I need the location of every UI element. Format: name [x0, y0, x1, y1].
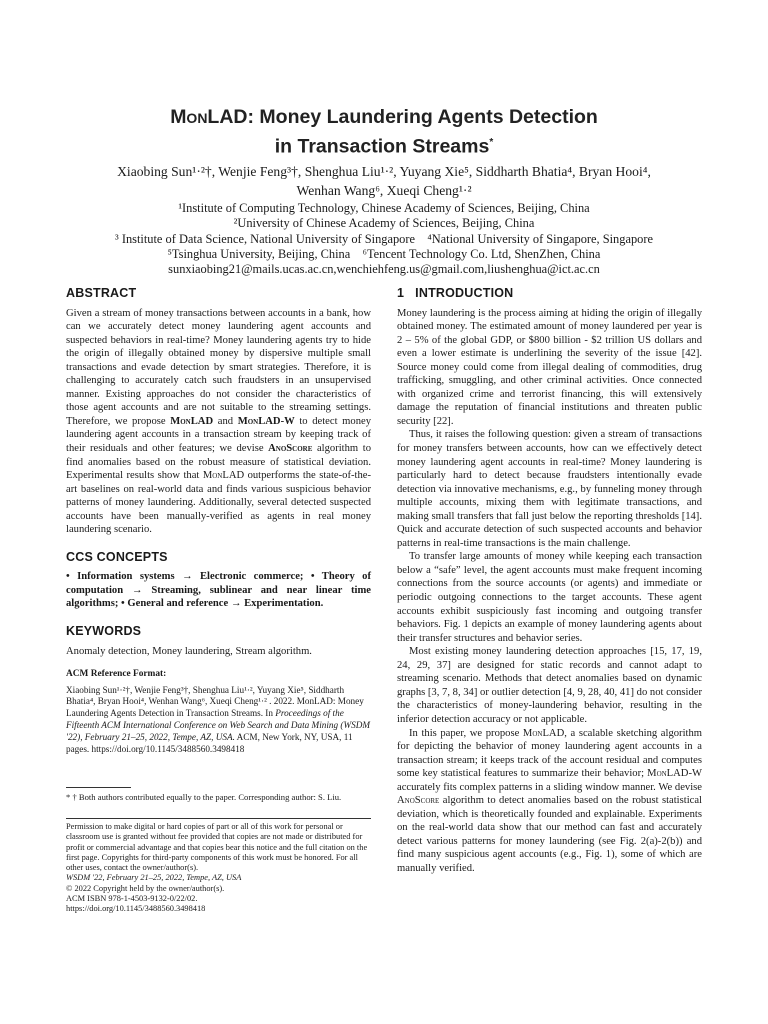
intro-heading: 1 INTRODUCTION — [397, 286, 514, 300]
ccs-heading: CCS CONCEPTS — [66, 549, 168, 564]
paper-title — [0, 104, 768, 160]
intro-paragraph-5: In this paper, we propose MonLAD, a scalable sketching algorithm for depicting the behavior of money laundering agent accounts in a transaction stream; it keeps track of the account residual and computes some key statistical features to summarize their behavior; MonLAD-W accurately fits complex patterns in a sliding window manner. We devise AnoScore algorithm to detect anomalies based on the robust statistical deviation, which is theoretically founded and explainable. Experiments on the real-world data show that our method can fast and accurately detect various patterns for money laundering (see Fig. 2(a)-2(b)) and find many suspicious agent accounts (e.g., Fig. 1), some of which are manually verified. — [397, 727, 703, 874]
permission-copyright: © 2022 Copyright held by the owner/author(s). — [66, 883, 225, 893]
affiliation-2: ²University of Chinese Academy of Sciences, Beijing, China — [233, 216, 535, 230]
intro-paragraph-2: Thus, it raises the following question: given a stream of transactions for money transfers between accounts, how can we effectively detect money laundering agent accounts in real-time? Money laundering is particularly hard to detect because fraudsters intentionally evade detection via innovative mechanisms, e.g., by funneling money through multiple accounts, mixing them with legitimate transactions, and making small transfers that fall just below the reporting thresholds [14]. Quick and accurate detection of such suspected accounts and behavior patterns in real-time transactions is the main challenge. — [397, 429, 702, 549]
author-emails: sunxiaobing21@mails.ucas.ac.cn,wenchiehfeng.us@gmail.com,liushenghua@ict.ac.cn — [168, 262, 600, 276]
footnote-rule — [66, 787, 131, 788]
reference-format-heading: ACM Reference Format: — [66, 669, 167, 680]
intro-paragraph-1: Money laundering is the process aiming at hiding the origin of illegally obtained money. The estimated amount of money laundered per year is 2 – 5% of the global GDP, or $800 billion - $2 trillion US dollars and even a lower estimate is underlining the severity of the issue [42]. Source money could come from illegal dealing of commodities, drug trafficking, smuggling, and other criminal activities. Once connected with organized crime and terrorist financing, this will extensively damage the reputation of financial institutions and threaten public security [22]. — [397, 307, 702, 427]
title-monlad: MonLAD — [170, 106, 248, 128]
title-mark: * — [489, 137, 494, 148]
keywords-heading: KEYWORDS — [66, 624, 142, 639]
title-line1: : Money Laundering Agents Detection — [247, 106, 598, 128]
permission-rule — [66, 818, 371, 819]
permission-isbn: ACM ISBN 978-1-4503-9132-0/22/02. — [66, 894, 198, 904]
author-list — [40, 162, 728, 200]
permission-text: Permission to make digital or hard copies of part or all of this work for personal or classroom use is granted without fee provided that copies are not made or distributed for profit or commercial advantage and that copies bear this notice and the full citation on the first page. Copyrights for third-party components of this work must be honored. For all other uses, contact the owner/author(s). — [66, 822, 368, 873]
intro-paragraph-3: To transfer large amounts of money while keeping each transaction below a “safe” level, the agent accounts must make frequent incoming connections from the source accounts (or agents) and immediate or periodic outgoing connections to the target accounts. These agent accounts exhibit suspiciously fast incoming and outgoing transfer behaviors. Fig. 1 depicts an example of money laundering agents about their transfer structures and behavior series. — [397, 551, 702, 644]
authors-line1: Xiaobing Sun¹·²†, Wenjie Feng³†, Shenghua Liu¹·², Yuyang Xie⁵, Siddharth Bhatia⁴, Bryan Hooi⁴, — [117, 164, 651, 179]
intro-paragraph-4: Most existing money laundering detection approaches [15, 17, 19, 24, 29, 37] are designed for static records and cannot adapt to streaming scenario. Methods that detect anomalies based on dynamic graphs [3, 7, 8, 34] or outlier detection [4, 9, 28, 40, 41] do not consider the characteristics of money-laundering behavior, resulting in the inferior detection accuracy or not applicable. — [397, 646, 702, 725]
keywords-text: Anomaly detection, Money laundering, Stream algorithm. — [66, 645, 312, 657]
title-line2: in Transaction Streams — [274, 135, 490, 158]
left-column — [66, 287, 371, 755]
affiliation-3: ³ Institute of Data Science, National University of Singapore ⁴National University of Singapore, Singapore — [115, 232, 653, 246]
affiliation-1: ¹Institute of Computing Technology, Chinese Academy of Sciences, Beijing, China — [178, 201, 590, 215]
authors-line2: Wenhan Wang⁶, Xueqi Cheng¹·² — [296, 183, 472, 198]
affiliation-4: ⁵Tsinghua University, Beijing, China ⁶Tencent Technology Co. Ltd, ShenZhen, China — [167, 247, 601, 261]
reference-format-text: Xiaobing Sun¹·²†, Wenjie Feng³†, Shenghua Liu¹·², Yuyang Xie⁵, Siddharth Bhatia⁴, Bryan Hooi⁴, Wenhan Wang⁶, Xueqi Cheng¹·² . 2022. MonLAD: Money Laundering Agents Detection in Transaction Streams. In Proceedings of the Fifteenth ACM International Conference on Web Search and Data Mining (WSDM '22), February 21–25, 2022, Tempe, AZ, USA. ACM, New York, NY, USA, 11 pages. https://doi.org/10.1145/3488560.3498418 — [66, 684, 370, 754]
permission-block — [66, 822, 371, 915]
abstract-heading: ABSTRACT — [66, 286, 137, 300]
permission-doi[interactable]: https://doi.org/10.1145/3488560.3498418 — [66, 904, 206, 914]
permission-venue: WSDM '22, February 21–25, 2022, Tempe, AZ, USA — [66, 873, 242, 883]
ccs-text: • Information systems → Electronic commerce; • Theory of computation → Streaming, sublinear and near linear time algorithms; • General and reference → Experimentation. — [66, 571, 371, 610]
footnote: * † Both authors contributed equally to the paper. Corresponding author: S. Liu. — [66, 792, 342, 802]
abstract-text: Given a stream of money transactions between accounts in a bank, how can we accurately detect money laundering agent accounts and suspected behaviors in real-time? Money laundering agents try to hide the origin of illegally obtained money by dispersive multiple small transactions and evade detection by smart strategies. Therefore, it is challenging to accurately catch such fraudsters in an unsupervised manner. Existing approaches do not consider the characteristics of those agent accounts and are not suitable to the streaming settings. Therefore, we propose MonLAD and MonLAD-W to detect money laundering agent accounts in a transaction stream by keeping track of their residuals and other features; we devise AnoScore algorithm to find anomalies based on the robust measure of statistical deviation. Experimental results show that MonLAD outperforms the state-of-the-art baselines on real-world data and finds various suspicious behavior patterns of money laundering. Additionally, several detected suspected accounts have been manually-verified as agents in real money laundering scenario. — [66, 307, 371, 536]
right-column — [397, 287, 702, 876]
